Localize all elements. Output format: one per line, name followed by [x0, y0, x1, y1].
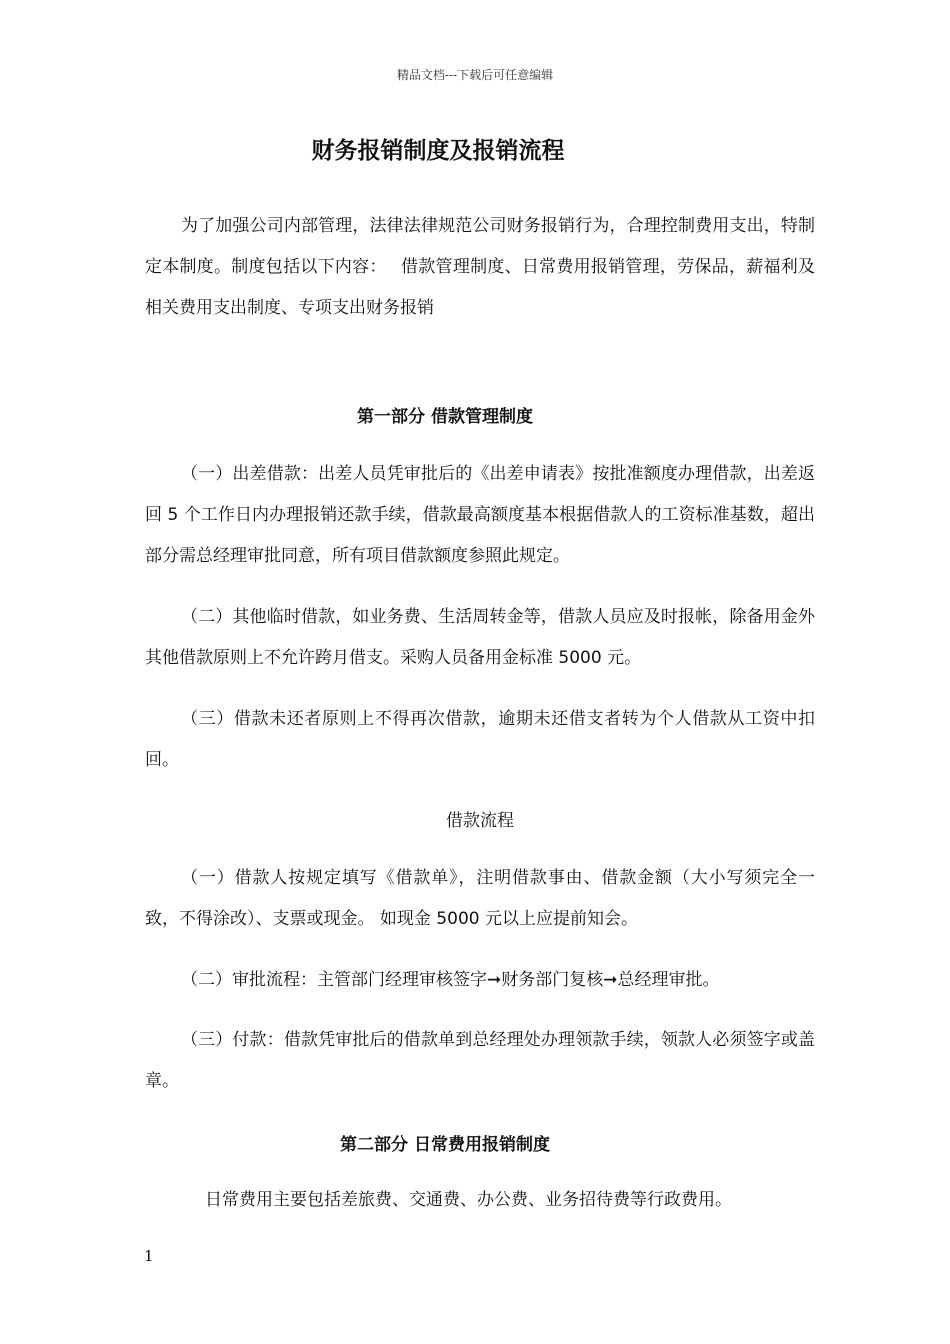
- document-title: 财务报销制度及报销流程: [311, 138, 565, 164]
- process-item-3: （三）付款：借款凭审批后的借款单到总经理处办理领款手续，领款人必须签字或盖章。: [145, 1030, 815, 1091]
- part1-item-3: （三）借款未还者原则上不得再次借款，逾期未还借支者转为个人借款从工资中扣回。: [145, 709, 815, 770]
- process-item-2: （二）审批流程：主管部门经理审核签字➞财务部门复核➞总经理审批。: [181, 970, 720, 990]
- part1-item-1: （一）出差借款：出差人员凭审批后的《出差申请表》按批准额度办理借款，出差返回 5 个工作日内办理报销还款手续，借款最高额度基本根据借款人的工资标准基数，超出部分需总经理审批同意，所有项目借款额度参照此规定。: [145, 464, 815, 566]
- borrowing-process-heading: 借款流程: [446, 811, 514, 831]
- intro-paragraph: 为了加强公司内部管理，法律法律规范公司财务报销行为，合理控制费用支出，特制定本制度。制度包括以下内容： 借款管理制度、日常费用报销管理，劳保品，薪福利及相关费用支出制度、专项支出财务报销: [145, 216, 815, 318]
- part2-intro: 日常费用主要包括差旅费、交通费、办公费、业务招待费等行政费用。: [205, 1190, 732, 1210]
- page-number: 1: [144, 1247, 154, 1265]
- process-item-1: （一）借款人按规定填写《借款单》，注明借款事由、借款金额（大小写须完全一致，不得涂改）、支票或现金。 如现金 5000 元以上应提前知会。: [145, 868, 815, 929]
- part1-heading: 第一部分 借款管理制度: [357, 407, 533, 427]
- part1-item-2: （二）其他临时借款，如业务费、生活周转金等，借款人员应及时报帐，除备用金外其他借款原则上不允许跨月借支。采购人员备用金标准 5000 元。: [145, 607, 815, 668]
- part2-heading: 第二部分 日常费用报销制度: [340, 1135, 550, 1155]
- header-note: 精品文档---下载后可任意编辑: [396, 68, 554, 82]
